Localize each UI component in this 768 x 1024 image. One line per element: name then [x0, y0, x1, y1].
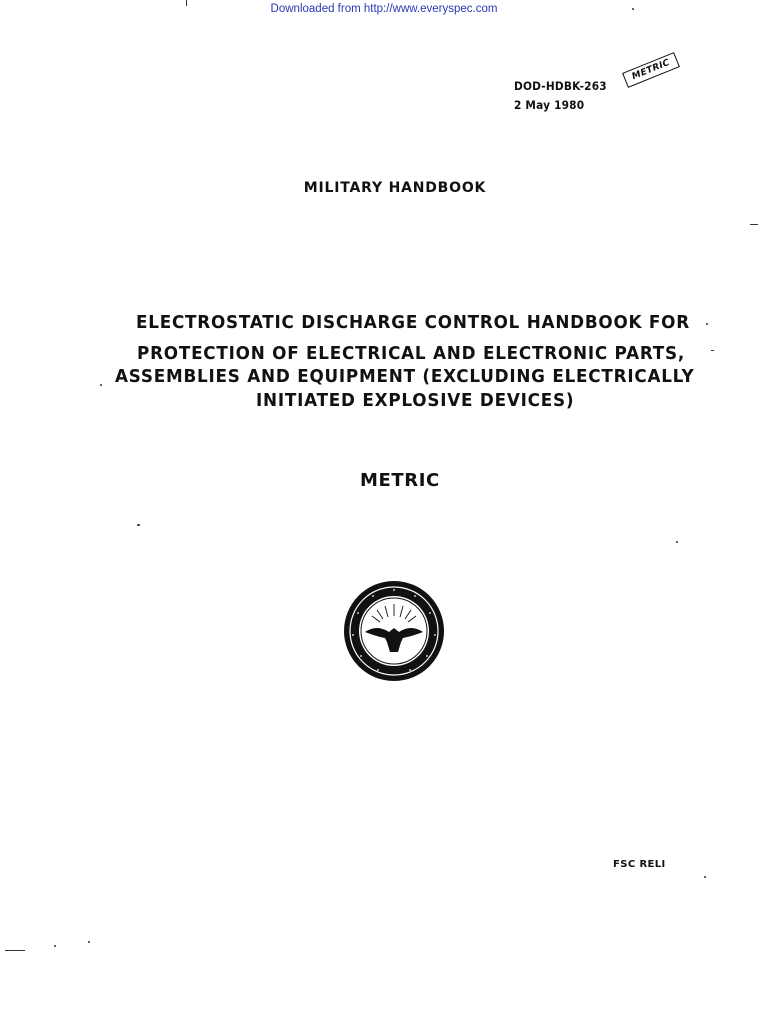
title-line-4: INITIATED EXPLOSIVE DEVICES) — [256, 391, 575, 411]
metric-stamp-label: METRIC — [630, 57, 672, 83]
document-number: DOD-HDBK-263 — [514, 79, 607, 93]
metric-stamp — [622, 52, 680, 88]
scan-speck — [137, 524, 140, 526]
fsc-code: FSC RELI — [613, 859, 666, 870]
document-date: 2 May 1980 — [514, 98, 585, 112]
title-line-3: ASSEMBLIES AND EQUIPMENT (EXCLUDING ELECTRICALLY — [115, 367, 695, 387]
download-source-link[interactable]: Downloaded from http://www.everyspec.com — [270, 3, 498, 15]
title-line-2: PROTECTION OF ELECTRICAL AND ELECTRONIC PARTS, — [137, 344, 686, 364]
scan-speck — [632, 8, 634, 10]
scan-speck — [711, 350, 714, 351]
dod-seal-icon — [343, 580, 445, 682]
scan-speck — [5, 950, 25, 951]
handbook-type: MILITARY HANDBOOK — [303, 180, 487, 196]
scan-speck — [88, 941, 90, 943]
scan-speck — [100, 384, 102, 386]
scan-speck — [706, 323, 708, 325]
scan-speck — [186, 0, 187, 6]
title-line-1: ELECTROSTATIC DISCHARGE CONTROL HANDBOOK FOR — [136, 313, 690, 333]
scan-speck — [750, 224, 758, 225]
scan-speck — [676, 541, 678, 543]
scan-speck — [54, 945, 56, 947]
metric-label: METRIC — [360, 470, 440, 491]
scan-speck — [704, 876, 706, 878]
